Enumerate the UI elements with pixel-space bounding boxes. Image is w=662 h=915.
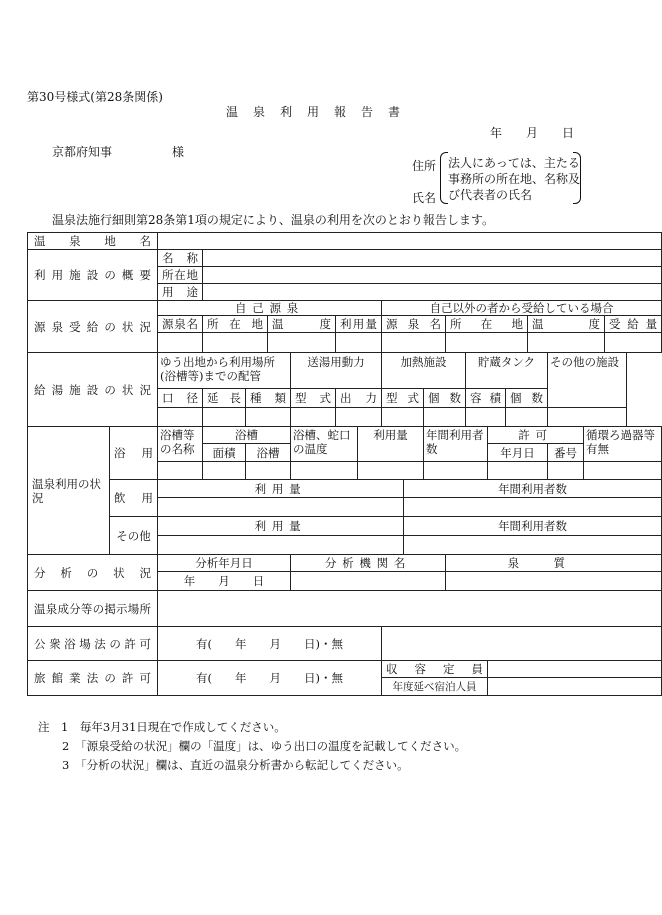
capacity-people-cell[interactable] [488,661,662,678]
source-location2-header: 所在地 [446,316,528,333]
inn-permit-value: 有( 年 月 日)・無 [158,661,382,696]
count1-header: 個数 [424,389,466,408]
facility-name-label: 名称 [158,250,203,267]
notes [38,718,466,775]
other-users-header: 年間利用者数 [404,517,662,536]
tub-area-cell[interactable] [203,462,246,480]
drink-amount-header: 利用量 [158,480,404,498]
facility-location-value[interactable] [203,267,662,284]
tub-header: 浴槽 [203,427,291,444]
drink-users-cell[interactable] [404,498,662,517]
source-temp2-cell[interactable] [528,333,605,353]
pump-header: 送湯用動力 [291,353,382,389]
facility-use-label: 用途 [158,284,203,301]
length-cell[interactable] [203,408,246,427]
usage-amount-header: 利用量 [358,427,424,462]
permit-no-cell[interactable] [548,462,584,480]
source-location2-cell[interactable] [446,333,528,353]
source-name2-cell[interactable] [382,333,446,353]
other-facility-header: その他の施設 [548,353,627,408]
tub-name-cell[interactable] [158,462,203,480]
drink-use-label: 飲用 [110,480,158,517]
analysis-status-label: 分析の状況 [28,555,158,591]
spring-name-label: 温泉地名 [28,233,158,250]
storage-header: 貯蔵タンク [466,353,548,389]
annual-users-header: 年間利用者数 [424,427,488,462]
diameter-header: 口径 [158,389,203,408]
source-temp2-header: 温度 [528,316,605,333]
bath-permit-label: 公衆浴場法の許可 [28,627,158,661]
other-amount-header: 利用量 [158,517,404,536]
permit-no-header: 番号 [548,444,584,462]
usage-status-label: 温泉利用の状況 [28,427,110,555]
posting-place-cell[interactable] [158,591,662,627]
kind-header: 種類 [246,389,291,408]
model1-cell[interactable] [291,408,336,427]
source-supply-header: 受給量 [605,316,662,333]
other-source-header: 自己以外の者から受給している場合 [382,301,662,316]
source-status-label: 源泉受給の状況 [28,301,158,353]
inn-permit-label: 旅館業法の許可 [28,661,158,696]
count1-cell[interactable] [424,408,466,427]
filter-cell[interactable] [584,462,662,480]
source-name2-header: 源泉名 [382,316,446,333]
other-users-cell[interactable] [404,536,662,555]
spring-name-value[interactable] [158,233,662,250]
tub-tub-header: 浴槽 [246,444,291,462]
permit-date-cell[interactable] [488,462,548,480]
model2-header: 型式 [382,389,424,408]
length-header: 延長 [203,389,246,408]
bath-permit-value: 有( 年 月 日)・無 [158,627,382,661]
source-temp-cell[interactable] [268,333,336,353]
form-title: 温泉利用報告書 [226,105,416,119]
model2-cell[interactable] [382,408,424,427]
quality-cell[interactable] [446,572,662,591]
usage-amount-cell[interactable] [358,462,424,480]
corp-note-line-2: 事務所の所在地、名称及 [448,172,581,186]
drink-users-header: 年間利用者数 [404,480,662,498]
form-number: 第30号様式(第28条関係) [27,90,163,104]
capacity-cell[interactable] [466,408,506,427]
annual-guests-cell[interactable] [488,678,662,696]
other-use-label: その他 [110,517,158,555]
corp-note-line-1: 法人にあっては、主たる [448,156,580,170]
annual-guests-label: 年度延べ宿泊人員 [382,678,488,696]
source-name-cell[interactable] [158,333,203,353]
permit-header: 許可 [488,427,584,444]
corp-note-line-3: び代表者の氏名 [448,188,533,202]
drink-amount-cell[interactable] [158,498,404,517]
facility-name-value[interactable] [203,250,662,267]
quality-header: 泉質 [446,555,662,572]
tub-temp-cell[interactable] [291,462,358,480]
piping-header: ゆう出地から利用場所(浴槽等)までの配管 [158,353,291,389]
tub-area-header: 面積 [203,444,246,462]
facility-location-label: 所在地 [158,267,203,284]
name-label: 氏名 [412,191,437,205]
tub-temp-header: 浴槽、蛇口の温度 [291,427,358,462]
supply-status-label: 給湯施設の状況 [28,353,158,427]
intro-text: 温泉法施行細則第28条第1項の規定により、温泉の利用を次のとおり報告します。 [52,213,494,227]
output-cell[interactable] [336,408,382,427]
source-supply-cell[interactable] [605,333,662,353]
addressee: 京都府知事 様 [52,145,185,159]
source-usage-cell[interactable] [336,333,382,353]
analysis-org-header: 分析機関名 [291,555,446,572]
facility-use-value[interactable] [203,284,662,301]
annual-users-cell[interactable] [424,462,488,480]
source-location-cell[interactable] [203,333,268,353]
note-3: 3 「分析の状況」欄は、直近の温泉分析書から転記してください。 [62,758,409,772]
capacity-header: 容積 [466,389,506,408]
source-location-header: 所在地 [203,316,268,333]
diameter-cell[interactable] [158,408,203,427]
bath-permit-extra-cell[interactable] [382,627,662,661]
other-facility-cell[interactable] [548,408,627,427]
corp-note [448,155,580,203]
analysis-date-header: 分析年月日 [158,555,291,572]
output-header: 出力 [336,389,382,408]
analysis-org-cell[interactable] [291,572,446,591]
source-name-header: 源泉名 [158,316,203,333]
other-amount-cell[interactable] [158,536,404,555]
source-usage-header: 利用量 [336,316,382,333]
tub-tub-cell[interactable] [246,462,291,480]
note-2: 2 「源泉受給の状況」欄の「温度」は、ゆう出口の温度を記載してください。 [62,739,467,753]
note-1: 注 1 毎年3月31日現在で作成してください。 [38,720,286,734]
source-temp-header: 温度 [268,316,336,333]
date-line: 年 月 日 [490,126,575,140]
address-label: 住所 [412,159,437,173]
kind-cell[interactable] [246,408,291,427]
filter-header: 循環ろ過器等有無 [584,427,662,462]
report-table [27,232,662,696]
model1-header: 型式 [291,389,336,408]
analysis-date-line: 年 月 日 [158,572,291,591]
facility-overview-label: 利用施設の概要 [28,250,158,301]
posting-place-label: 温泉成分等の掲示場所 [28,591,158,627]
count2-header: 個数 [506,389,548,408]
bracket-left [440,152,448,204]
tub-name-header: 浴槽等の名称 [158,427,203,462]
bath-use-label: 浴用 [110,427,158,480]
permit-date-header: 年月日 [488,444,548,462]
heating-header: 加熱施設 [382,353,466,389]
own-source-header: 自己源泉 [158,301,382,316]
count2-cell[interactable] [506,408,548,427]
capacity-people-label: 収容定員 [382,661,488,678]
